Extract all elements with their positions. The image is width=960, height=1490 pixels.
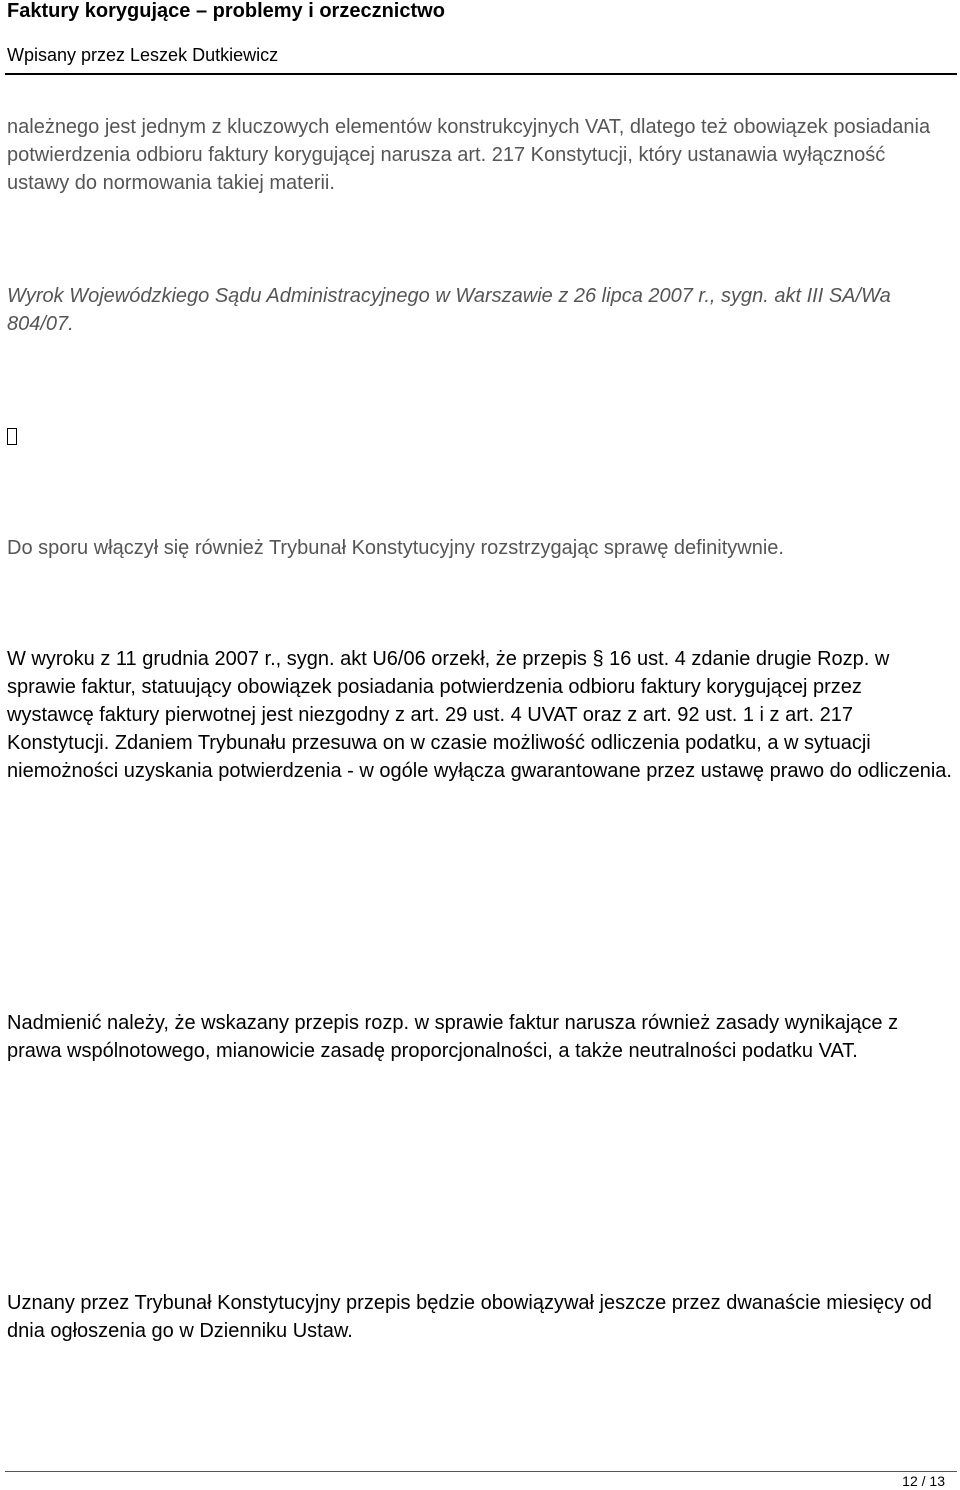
- footer-divider: [5, 1471, 957, 1472]
- paragraph-vat-element: należnego jest jednym z kluczowych elementów konstrukcyjnych VAT, dlatego też obowiązek posiadania potwierdzenia odbioru faktury korygującej narusza art. 217 Konstytucji, który ustanawia wyłączność ustawy do normowania takiej materii.: [7, 116, 931, 194]
- header-divider: [5, 73, 957, 75]
- document-title: Faktury korygujące – problemy i orzecznictwo: [7, 0, 445, 22]
- paragraph-validity-period: Uznany przez Trybunał Konstytucyjny przepis będzie obowiązywał jeszcze przez dwanaście miesięcy od dnia ogłoszenia go w Dzienniku Ustaw.: [7, 1292, 932, 1342]
- paragraph-wsa-judgment: Wyrok Wojewódzkiego Sądu Administracyjnego w Warszawie z 26 lipca 2007 r., sygn. akt III SA/Wa 804/07.: [7, 285, 891, 335]
- ruling-text-start: W wyroku z 11 grudnia 2007 r., sygn. akt U6/06 orzekł, że przepis: [7, 648, 587, 670]
- ruling-text-rest: 16 ust. 4 zdanie drugie Rozp. w sprawie faktur, statuujący obowiązek posiadania potwierdzenia odbioru faktury korygującej przez wystawcę faktury pierwotnej jest niezgodny z art. 29 ust. 4 UVAT oraz z art. 92 ust. 1 i z art. 217 Konstytucji. Zdaniem Trybunału przesuwa on w czasie możliwość odliczenia podatku, a w sytuacji niemożności uzyskania potwierdzenia - w ogóle wyłącza gwarantowane przez ustawę prawo do odliczenia.: [7, 648, 952, 782]
- section-sign: §: [592, 648, 604, 670]
- document-author: Wpisany przez Leszek Dutkiewicz: [7, 45, 279, 65]
- paragraph-tribunal-dispute: Do sporu włączył się również Trybunał Konstytucyjny rozstrzygając sprawę definitywnie.: [7, 537, 784, 559]
- paragraph-eu-law: Nadmienić należy, że wskazany przepis rozp. w sprawie faktur narusza również zasady wynikające z prawa wspólnotowego, mianowicie zasadę proporcjonalności, a także neutralności podatku VAT.: [7, 1012, 899, 1062]
- paragraph-tribunal-ruling: [7, 645, 952, 785]
- missing-glyph-icon: [7, 428, 17, 445]
- page-number: 12 / 13: [902, 1473, 945, 1489]
